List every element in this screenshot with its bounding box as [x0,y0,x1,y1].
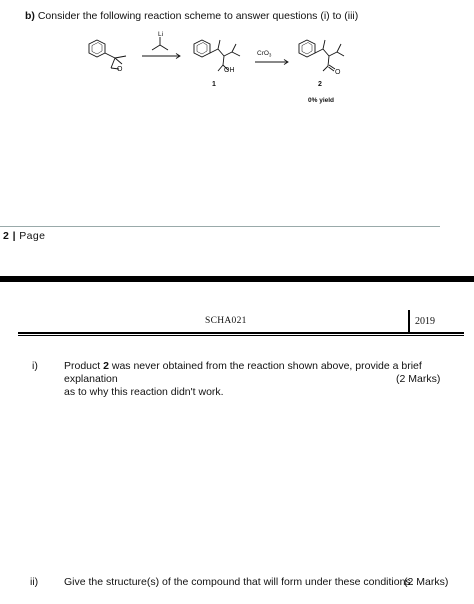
question-i-marks: (2 Marks) [396,373,441,385]
epoxide-oxygen-label: O [117,66,123,73]
reaction-scheme [60,28,360,108]
starting-material-structure [89,40,126,69]
page-word: Page [19,230,46,242]
question-i-number: i) [32,360,38,372]
header-separator [408,310,410,334]
question-ii-text: Give the structure(s) of the compound that will form under these conditions. [64,576,414,588]
page-number: 2 [3,230,10,242]
reagent-2-label: CrO$_3$ [257,50,272,58]
compound-2-label: 2 [318,81,322,88]
footer-divider [0,226,440,227]
carbonyl-oxygen-label: O [335,69,341,76]
header-rule-thin [18,335,464,336]
reagent-1-label: Li [158,31,164,38]
header-rule [18,332,464,334]
compound-1-label: 1 [212,81,216,88]
page-number-footer: 2 | Page [3,230,46,242]
question-ii-marks: (2 Marks) [404,576,449,588]
course-code: SCHA021 [205,316,247,326]
question-b-heading [25,10,358,22]
question-i-line-2: as to why this reaction didn't work. [64,386,224,398]
question-ii-number: ii) [30,576,39,588]
isopropyllithium-structure [152,37,168,50]
page-break-band [0,276,474,282]
compound-2-structure [299,40,344,71]
yield-note: 0% yield [308,97,335,104]
hydroxyl-label: OH [224,67,235,74]
question-i-line-1: Product 2 was never obtained from the reaction shown above, provide a brief explanation [64,360,422,385]
question-b-label: b) [25,10,35,22]
exam-year: 2019 [415,316,435,327]
question-b-text: Consider the following reaction scheme to answer questions (i) to (iii) [37,10,359,22]
